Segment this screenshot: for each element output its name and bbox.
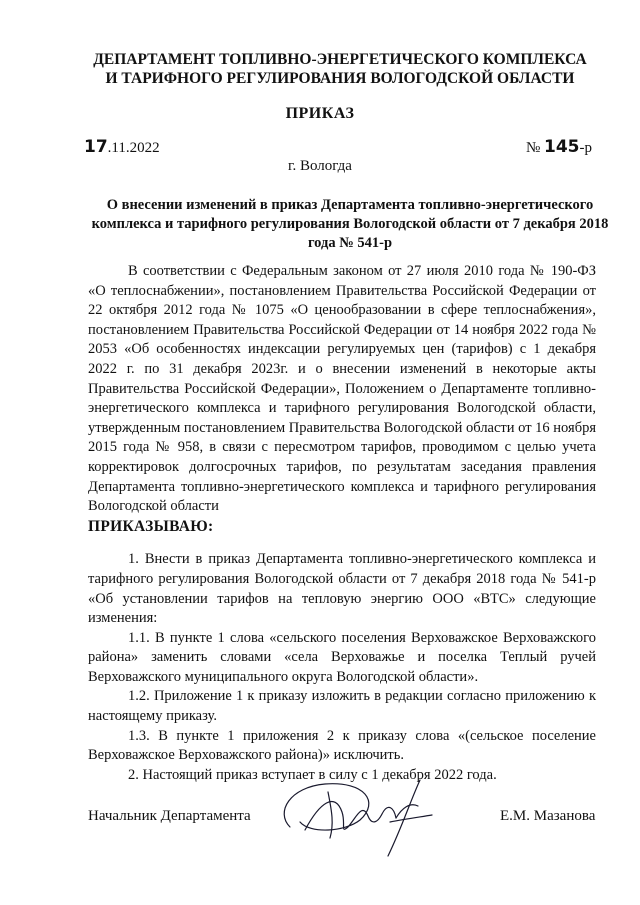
handwritten-signature	[270, 772, 450, 862]
number-suffix: -р	[579, 140, 592, 156]
number-prefix: №	[525, 140, 544, 156]
document-date	[84, 137, 160, 157]
date-handwritten-day: 17	[84, 137, 108, 157]
order-item-1: 1. Внести в приказ Департамента топливно-энергетического комплекса и тарифного регулирования Вологодской области от 7 декабря 2018 года № 541-р «Об установлении тарифов на тепловую энергию ООО «ВТС» следующие изменения:	[88, 551, 596, 627]
document-subject: О внесении изменений в приказ Департамента топливно-энергетического комплекса и тарифного регулирования Вологодской области от 7 декабря 2018 года № 541-р	[91, 197, 609, 251]
order-item-1-2: 1.2. Приложение 1 к приказу изложить в редакции согласно приложению к настоящему приказу.	[88, 688, 596, 725]
preamble-paragraph: В соответствии с Федеральным законом от 27 июля 2010 года № 190-ФЗ «О теплоснабжении», постановлением Правительства Российской Федерации от 22 октября 2012 года № 1075 «О ценообразовании в сфере теплоснабжения», постановлением Правительства Российской Федерации от 14 ноября 2022 года № 2053 «Об особенностях индексации регулируемых цен (тарифов) с 1 декабря 2022 г. по 31 декабря 2023г. и о внесении изменений в некоторые акты Правительства Российской Федерации», Положением о Департаменте топливно-энергетического комплекса и тарифного регулирования Вологодской области, утвержденным постановлением Правительства Вологодской области от 16 ноября 2015 года № 958, в связи с пересмотром тарифов, проводимом с целью учета корректировок долгосрочных тарифов, по результатам заседания правления Департамента топливно-энергетического комплекса и тарифного регулирования Вологодской области	[88, 263, 596, 515]
document-number	[526, 137, 592, 157]
date-printed: .11.2022	[107, 140, 160, 156]
org-line-1: ДЕПАРТАМЕНТ ТОПЛИВНО-ЭНЕРГЕТИЧЕСКОГО КОМПЛЕКСА	[93, 51, 587, 68]
order-item-2: 2. Настоящий приказ вступает в силу с 1 декабря 2022 года.	[128, 766, 497, 783]
document-body	[88, 262, 596, 785]
order-item-1-1: 1.1. В пункте 1 слова «сельского поселения Верховажское Верховажского района» заменить словами «села Верховажье и поселка Теплый ручей Верховажского муниципального округа Вологодской области».	[88, 629, 596, 685]
signatory-role: Начальник Департамента	[88, 808, 251, 824]
order-word: ПРИКАЗЫВАЮ:	[88, 517, 214, 535]
document-city: г. Вологда	[288, 158, 352, 174]
signatory-name: Е.М. Мазанова	[500, 808, 596, 824]
org-line-2: И ТАРИФНОГО РЕГУЛИРОВАНИЯ ВОЛОГОДСКОЙ ОБЛАСТИ	[105, 70, 575, 87]
organization-header	[60, 50, 620, 88]
number-handwritten: 145	[544, 137, 580, 157]
document-type: ПРИКАЗ	[285, 105, 355, 122]
order-item-1-3: 1.3. В пункте 1 приложения 2 к приказу слова «(сельское поселение Верховажское Верховажского района)» исключить.	[88, 727, 596, 764]
